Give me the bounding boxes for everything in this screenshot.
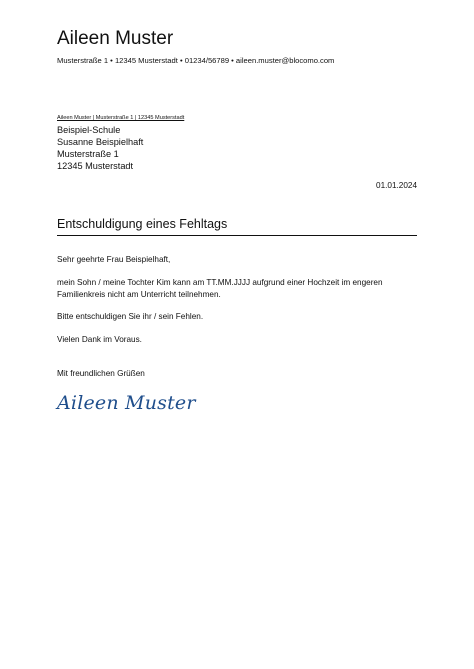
recipient-line-street: Musterstraße 1: [57, 149, 119, 159]
letter-paragraph-excuse: Bitte entschuldigen Sie ihr / sein Fehlen.: [57, 312, 204, 321]
letter-salutation: Sehr geehrte Frau Beispielhaft,: [57, 255, 171, 264]
letter-closing: Mit freundlichen Grüßen: [57, 369, 145, 378]
sender-contact-line: Musterstraße 1 • 12345 Musterstadt • 01234/56789 • aileen.muster@blocomo.com: [57, 56, 335, 65]
return-address-line: Aileen Muster | Musterstraße 1 | 12345 Musterstadt: [57, 115, 185, 121]
handwritten-signature: Aileen Muster: [57, 392, 196, 414]
letter-date: 01.01.2024: [376, 181, 417, 190]
subject-divider: [57, 235, 417, 236]
sender-name: Aileen Muster: [57, 28, 174, 49]
letter-subject: Entschuldigung eines Fehltags: [57, 217, 228, 231]
recipient-address: [57, 124, 143, 172]
recipient-line-city: 12345 Musterstadt: [57, 161, 134, 171]
letter-paragraph-absence: mein Sohn / meine Tochter Kim kann am TT.MM.JJJJ aufgrund einer Hochzeit im engeren Familienkreis nicht am Unterricht teilnehmen.: [57, 278, 383, 299]
recipient-line-person: Susanne Beispielhaft: [57, 137, 144, 147]
recipient-line-institution: Beispiel-Schule: [57, 125, 121, 135]
letter-paragraph-thanks: Vielen Dank im Voraus.: [57, 335, 142, 344]
